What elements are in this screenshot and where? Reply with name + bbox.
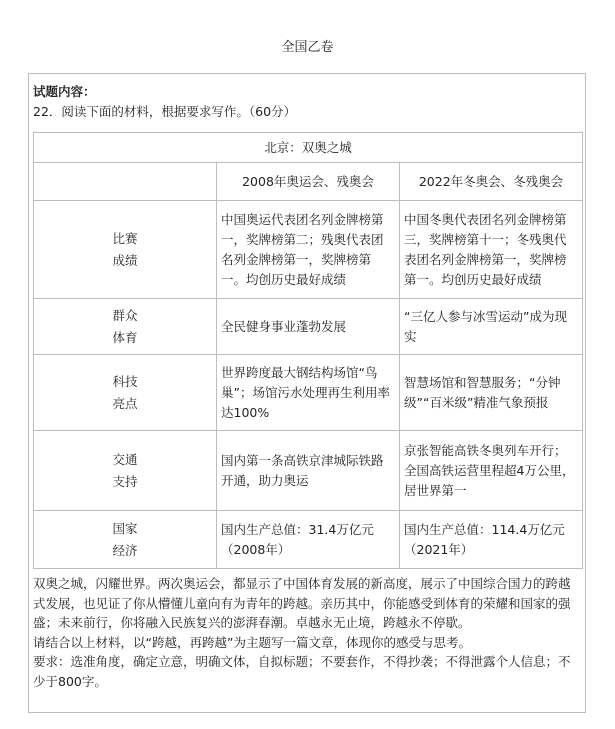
cell-2008-transport: 国内第一条高铁京津城际铁路开通，助力奥运: [217, 431, 400, 511]
question-heading: 试题内容：: [33, 84, 96, 99]
cell-2022-transport: 京张智能高铁冬奥列车开行；全国高铁运营里程超4万公里，居世界第一: [400, 431, 583, 511]
row-label-line1: 群众: [112, 307, 138, 323]
table-row: [34, 431, 583, 511]
table-corner-cell: [34, 163, 217, 201]
cell-2008-competition: 中国奥运代表团名列金牌榜第一，奖牌榜第二；残奥代表团名列金牌榜第一，奖牌榜第一。均创历史最好成绩: [217, 201, 400, 299]
row-label-competition: [34, 201, 217, 299]
table-row: [34, 299, 583, 355]
row-label-line1: 国家: [112, 520, 138, 536]
row-label-transport: [34, 431, 217, 511]
question-frame: [28, 73, 586, 713]
row-label-economy: [34, 511, 217, 569]
cell-2022-technology: 智慧场馆和智慧服务；“分钟级”“百米级”精准气象预报: [400, 355, 583, 431]
table-row: [34, 355, 583, 431]
cell-2022-mass-sports: “三亿人参与冰雪运动”成为现实: [400, 299, 583, 355]
table-header-row: [34, 163, 583, 201]
table-title-row: [34, 133, 583, 163]
passage-paragraph-requirements: 要求：选准角度，确定立意，明确文体，自拟标题；不要套作，不得抄袭；不得泄露个人信息；不少于800字。: [33, 654, 571, 689]
column-header-2022: 2022年冬奥会、冬残奥会: [400, 163, 583, 201]
column-header-2008: 2008年奥运会、残奥会: [217, 163, 400, 201]
row-label-line2: 体育: [112, 329, 138, 345]
cell-2008-technology: 世界跨度最大钢结构场馆“鸟巢”；场馆污水处理再生利用率达100%: [217, 355, 400, 431]
cell-2022-competition: 中国冬奥代表团名列金牌榜第三，奖牌榜第十一；冬残奥代表团名列金牌榜第一，奖牌榜第一。均创历史最好成绩: [400, 201, 583, 299]
row-label-line2: 支持: [112, 473, 138, 489]
table-title: 北京：双奥之城: [34, 133, 583, 163]
passage: [33, 574, 581, 691]
cell-2022-economy: 国内生产总值：114.4万亿元（2021年）: [400, 511, 583, 569]
row-label-line2: 经济: [112, 542, 138, 558]
row-label-line1: 比赛: [112, 230, 138, 246]
passage-paragraph-material: 双奥之城，闪耀世界。两次奥运会，都显示了中国体育发展的新高度，展示了中国综合国力的跨越式发展，也见证了你从懵懂儿童向有为青年的跨越。亲历其中，你能感受到体育的荣耀和国家的强盛；未来前行，你将融入民族复兴的澎湃春潮。卓越永无止境，跨越永不停歇。: [33, 576, 571, 630]
row-label-technology: [34, 355, 217, 431]
table-row: [34, 511, 583, 569]
question-prompt: 22．阅读下面的材料，根据要求写作。（60分）: [33, 104, 297, 119]
page-title: 全国乙卷: [281, 40, 334, 55]
row-label-line2: 亮点: [112, 395, 138, 411]
row-label-line2: 成绩: [112, 252, 138, 268]
row-label-mass-sports: [34, 299, 217, 355]
cell-2008-economy: 国内生产总值：31.4万亿元（2008年）: [217, 511, 400, 569]
material-table: [33, 132, 583, 569]
row-label-line1: 科技: [112, 373, 138, 389]
table-row: [34, 201, 583, 299]
cell-2008-mass-sports: 全民健身事业蓬勃发展: [217, 299, 400, 355]
passage-paragraph-task: 请结合以上材料，以“跨越，再跨越”为主题写一篇文章，体现你的感受与思考。: [33, 634, 471, 650]
row-label-line1: 交通: [112, 451, 138, 467]
